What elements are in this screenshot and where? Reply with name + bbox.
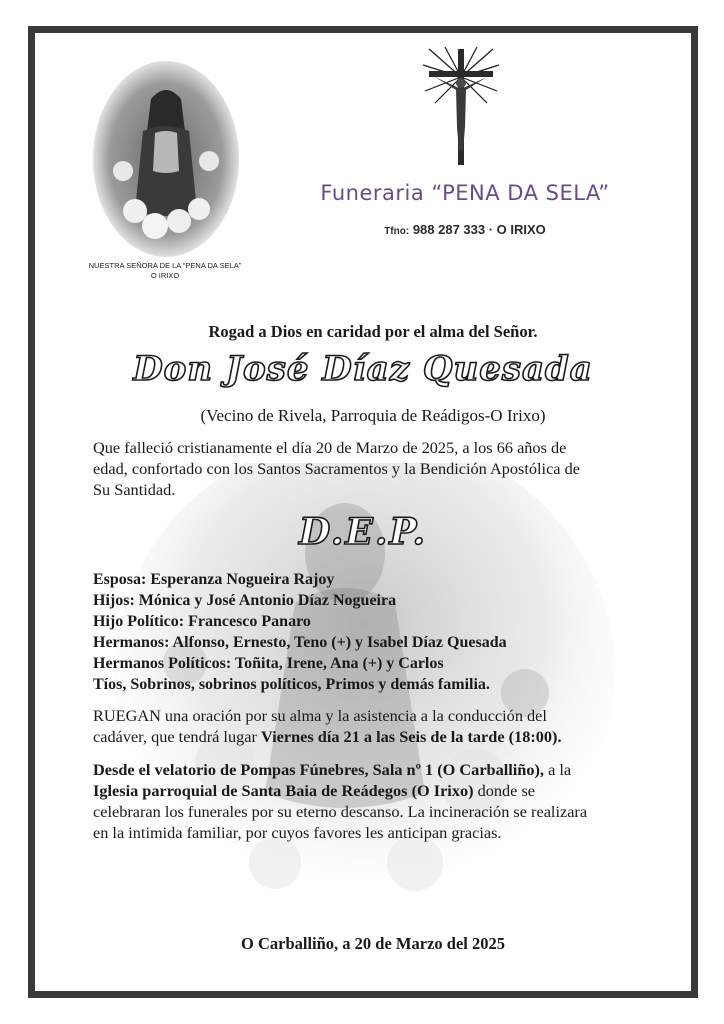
death-statement-line3: Su Santidad.: [93, 480, 176, 499]
velatorio-line2-plain: donde se: [473, 781, 536, 800]
rogad-line: Rogad a Dios en caridad por el alma del Señor.: [208, 322, 538, 341]
ruegan-line2: [93, 726, 653, 747]
deceased-name: [93, 349, 633, 389]
virgin-caption-line2: O IRIXO: [150, 271, 180, 280]
family-siblings: Hermanos: Alfonso, Ernesto, Teno (+) y Isabel Díaz Quesada: [93, 634, 507, 651]
velatorio-line3: celebraran los funerales por su eterno descanso. La incineración se realizara: [93, 802, 588, 821]
velatorio-line4: en la intimida familiar, por cuyos favores les anticipan gracias.: [93, 823, 502, 842]
ruegan-line2-plain: cadáver, que tendrá lugar: [93, 727, 261, 746]
deceased-name-text: Don José Díaz Quesada: [133, 349, 593, 389]
family-siblings-in-law: Hermanos Políticos: Toñita, Irene, Ana (+) y Carlos: [93, 655, 444, 672]
family-others: Tíos, Sobrinos, sobrinos políticos, Primos y demás familia.: [93, 676, 490, 693]
ruegan-line1: RUEGAN una oración por su alma y la asistencia a la conducción del: [93, 706, 547, 725]
virgin-caption-line1: NUESTRA SEÑORA DE LA “PENA DA SELA”: [88, 261, 242, 270]
family-son-in-law: Hijo Político: Francesco Panaro: [93, 613, 311, 630]
dep-text: D.E.P.: [298, 511, 428, 553]
velatorio-line1: [93, 759, 653, 780]
death-statement-line1: Que falleció cristianamente el día 20 de Marzo de 2025, a los 66 años de: [93, 438, 567, 457]
velatorio-line2-bold: Iglesia parroquial de Santa Baia de Reádegos (O Irixo): [93, 781, 474, 800]
velatorio-line1-plain: a la: [544, 760, 572, 779]
family-spouse: Esposa: Esperanza Nogueira Rajoy: [93, 571, 335, 588]
velatorio-line2: [93, 780, 653, 801]
residence-line: (Vecino de Rivela, Parroquia de Reádigos-O Irixo): [200, 406, 546, 425]
notice-frame: [28, 26, 698, 998]
phone-label: Tfno:: [384, 226, 410, 237]
funeral-home-name: Funeraria “PENA DA SELA”: [320, 181, 610, 205]
virgin-caption: [65, 261, 265, 281]
phone-line: [275, 222, 655, 237]
velatorio-line1-bold: Desde el velatorio de Pompas Fúnebres, Sala nº 1 (O Carballiño),: [93, 760, 544, 779]
death-statement: [93, 437, 653, 500]
virgin-image: [93, 61, 239, 257]
death-statement-line2: edad, confortado con los Santos Sacramentos y la Bendición Apostólica de: [93, 459, 580, 478]
phone-value: 988 287 333 · O IRIXO: [412, 222, 546, 237]
family-children: Hijos: Mónica y José Antonio Díaz Nogueira: [93, 592, 397, 609]
ruegan-line2-bold: Viernes día 21 a las Seis de la tarde (18:00).: [260, 727, 562, 746]
closing-date-line: O Carballiño, a 20 de Marzo del 2025: [241, 934, 505, 953]
family-list: [93, 569, 653, 695]
ruegan-paragraph: [93, 705, 653, 747]
dep-inscription: [93, 511, 633, 553]
crucifix-icon: [421, 47, 501, 167]
velatorio-paragraph: [93, 759, 653, 843]
